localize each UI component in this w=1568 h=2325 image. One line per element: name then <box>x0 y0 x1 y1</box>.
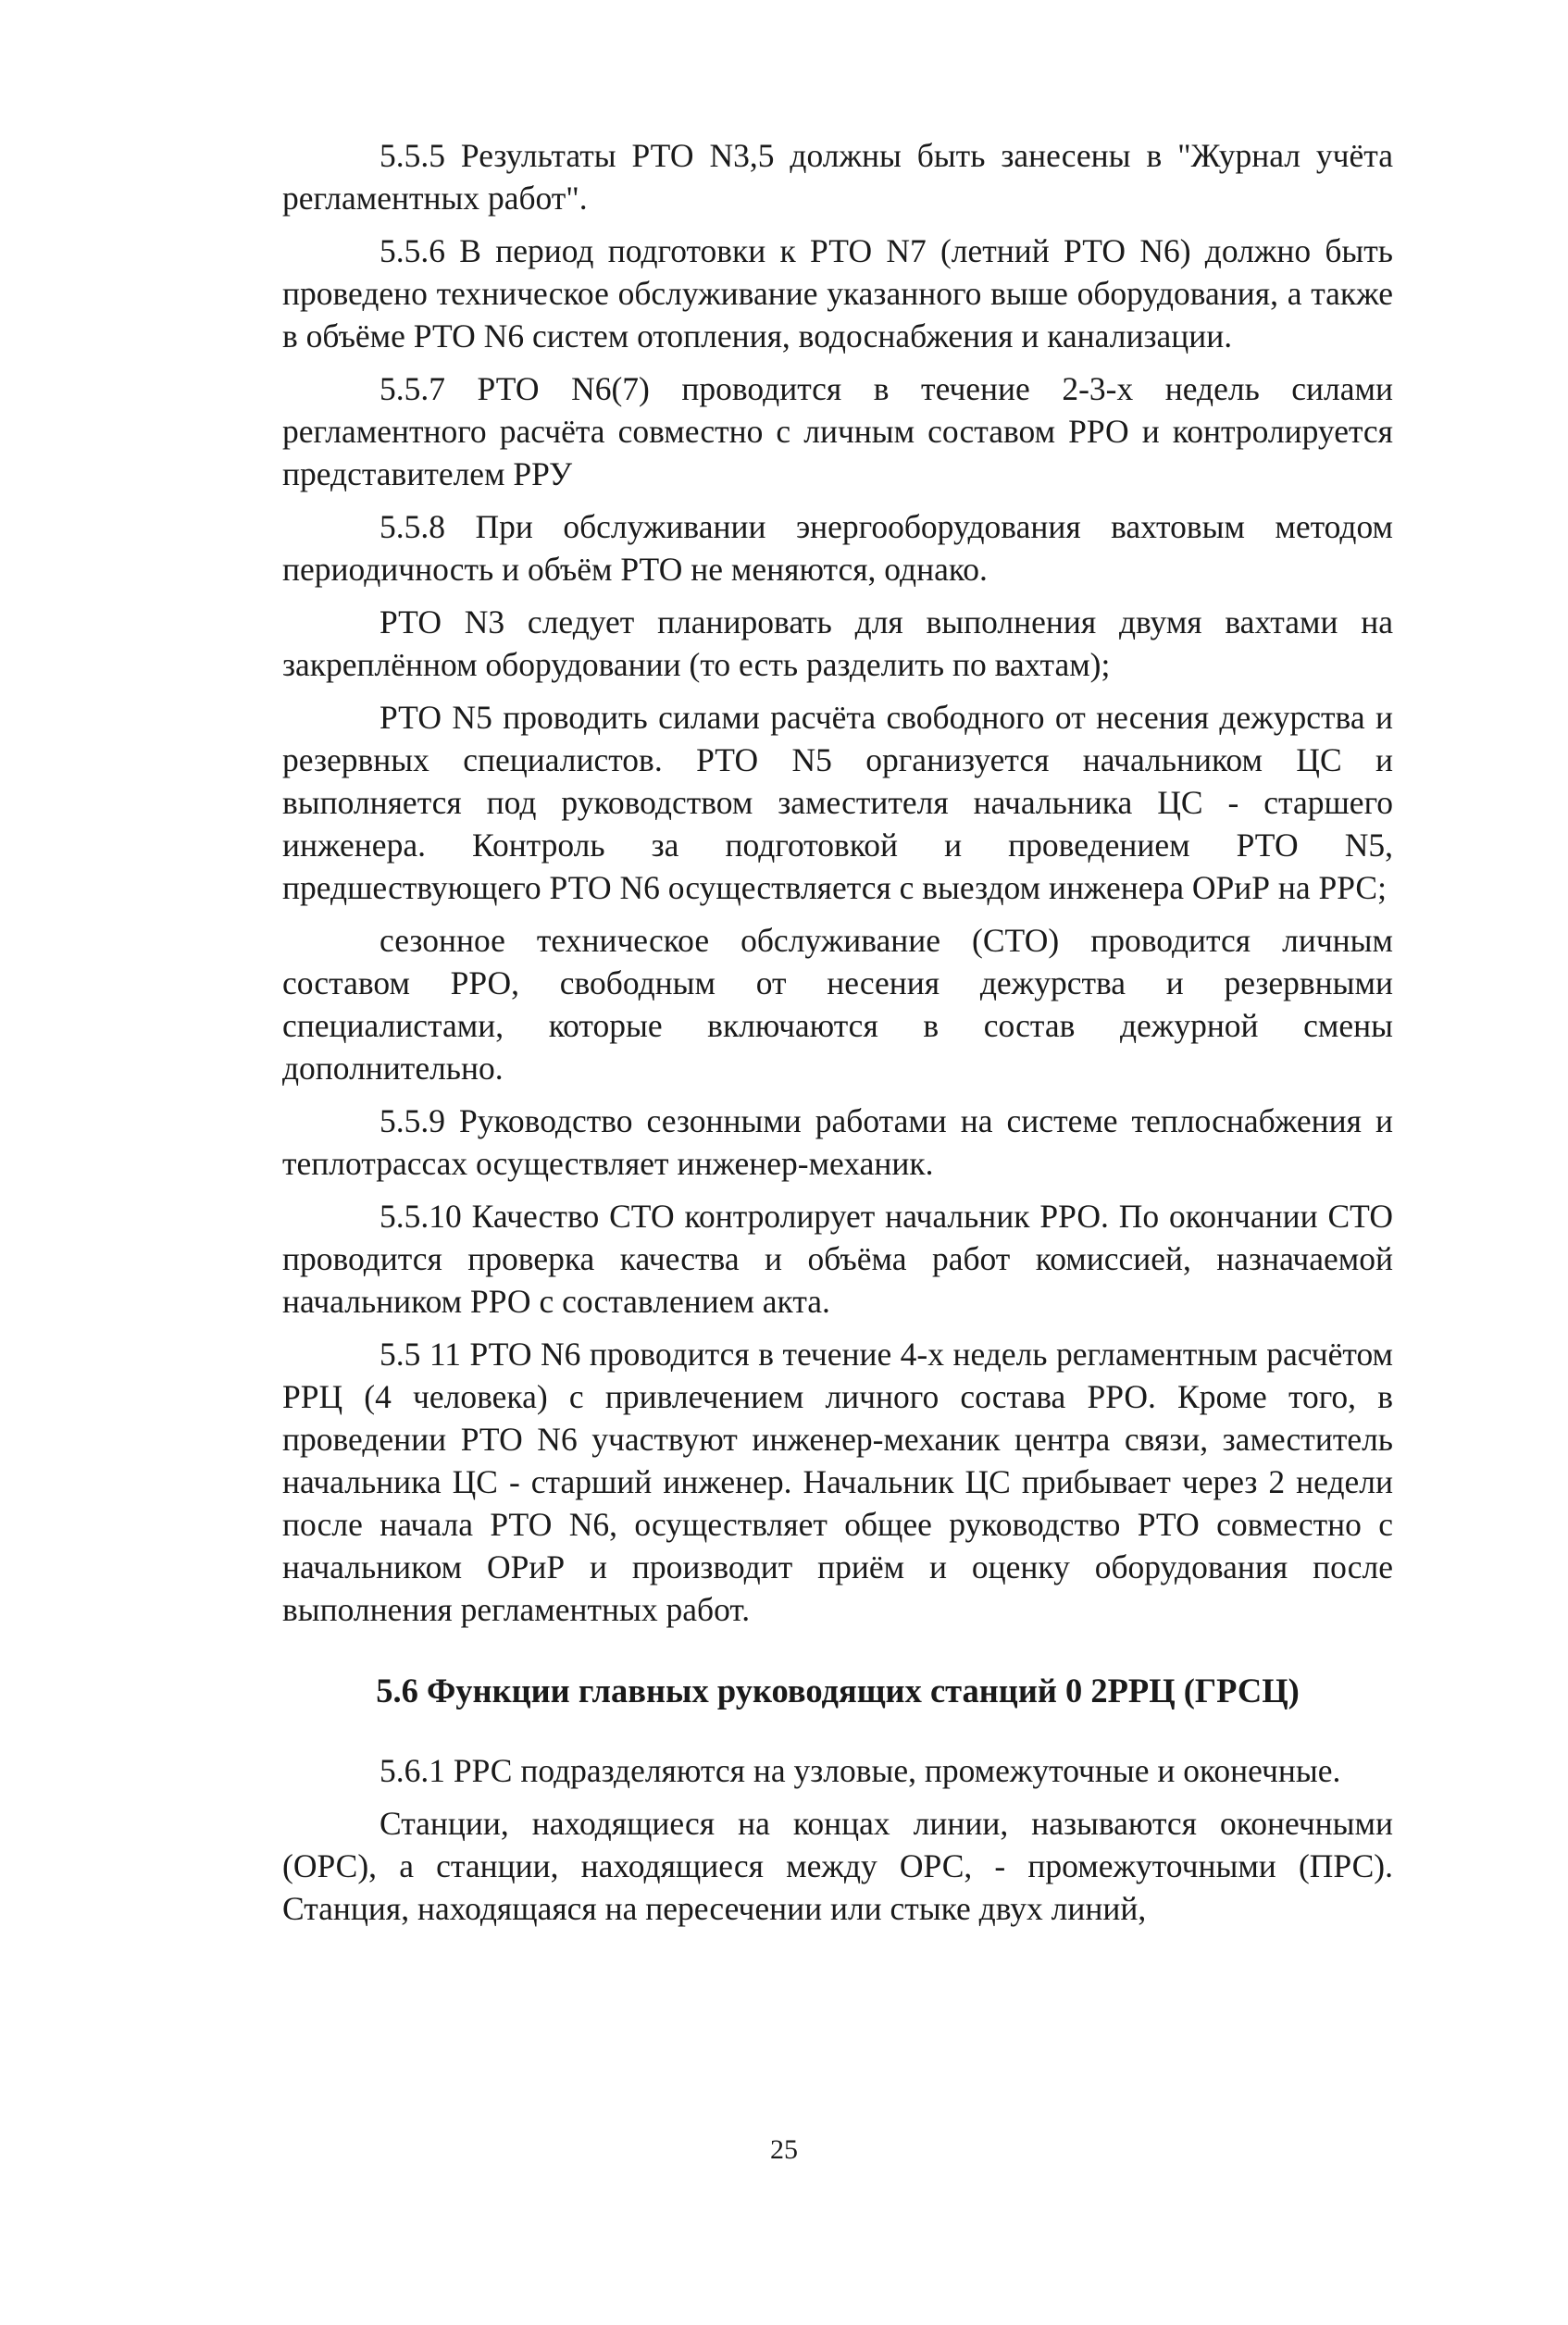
paragraph-5-5-8: 5.5.8 При обслуживании энергооборудования вахтовым методом периодичность и объём РТО не меняются, однако. <box>282 508 1393 588</box>
paragraph-5-5-11: 5.5 11 РТО N6 проводится в течение 4-х недель регламентным расчётом РРЦ (4 человека) с привлечением личного состава РРО. Кроме того, в проведении РТО N6 участвуют инженер-механик центра связи, заместитель начальника ЦС - старший инженер. Начальник ЦС прибывает через 2 недели после начала РТО N6, осуществляет общее руководство РТО совместно с начальником ОРиР и производит приём и оценку оборудования после выполнения регламентных работ. <box>282 1336 1393 1628</box>
paragraph-5-5-7: 5.5.7 РТО N6(7) проводится в течение 2-3-х недель силами регламентного расчёта совместно с личным составом РРО и контролируется представителем РРУ <box>282 370 1393 492</box>
page-number: 25 <box>770 2134 798 2165</box>
paragraph-stations: Станции, находящиеся на концах линии, называются оконечными (ОРС), а станции, находящиеся между ОРС, - промежуточными (ПРС). Станция, находящаяся на пересечении или стыке двух линий, <box>282 1805 1393 1927</box>
paragraph-5-6-1: 5.6.1 РРС подразделяются на узловые, промежуточные и оконечные. <box>380 1752 1341 1789</box>
paragraph-sto: сезонное техническое обслуживание (СТО) проводится личным составом РРО, свободным от несения дежурства и резервными специалистами, которые включаются в состав дежурной смены дополнительно. <box>282 922 1393 1087</box>
paragraph-rto-n5: РТО N5 проводить силами расчёта свободного от несения дежурства и резервных специалистов. РТО N5 организуется начальником ЦС и выполняется под руководством заместителя начальника ЦС - старшего инженера. Контроль за подготовкой и проведением РТО N5, предшествующего РТО N6 осуществляется с выездом инженера ОРиР на РРС; <box>282 699 1393 906</box>
paragraph-5-5-5: 5.5.5 Результаты РТО N3,5 должны быть занесены в "Журнал учёта регламентных работ". <box>282 137 1393 217</box>
paragraph-5-5-10: 5.5.10 Качество СТО контролирует начальник РРО. По окончании СТО проводится проверка качества и объёма работ комиссией, назначаемой начальником РРО с составлением акта. <box>282 1198 1393 1320</box>
paragraph-5-5-9: 5.5.9 Руководство сезонными работами на системе теплоснабжения и теплотрассах осуществляет инженер-механик. <box>282 1102 1393 1182</box>
paragraph-5-5-6: 5.5.6 В период подготовки к РТО N7 (летний РТО N6) должно быть проведено техническое обслуживание указанного выше оборудования, а также в объёме РТО N6 систем отопления, водоснабжения и канализации. <box>282 232 1393 354</box>
paragraph-rto-n3: РТО N3 следует планировать для выполнения двумя вахтами на закреплённом оборудовании (то есть разделить по вахтам); <box>282 603 1393 683</box>
document-body <box>282 134 1393 1940</box>
section-heading-5-6: 5.6 Функции главных руководящих станций 0 2РРЦ (ГРСЦ) <box>376 1672 1300 1710</box>
